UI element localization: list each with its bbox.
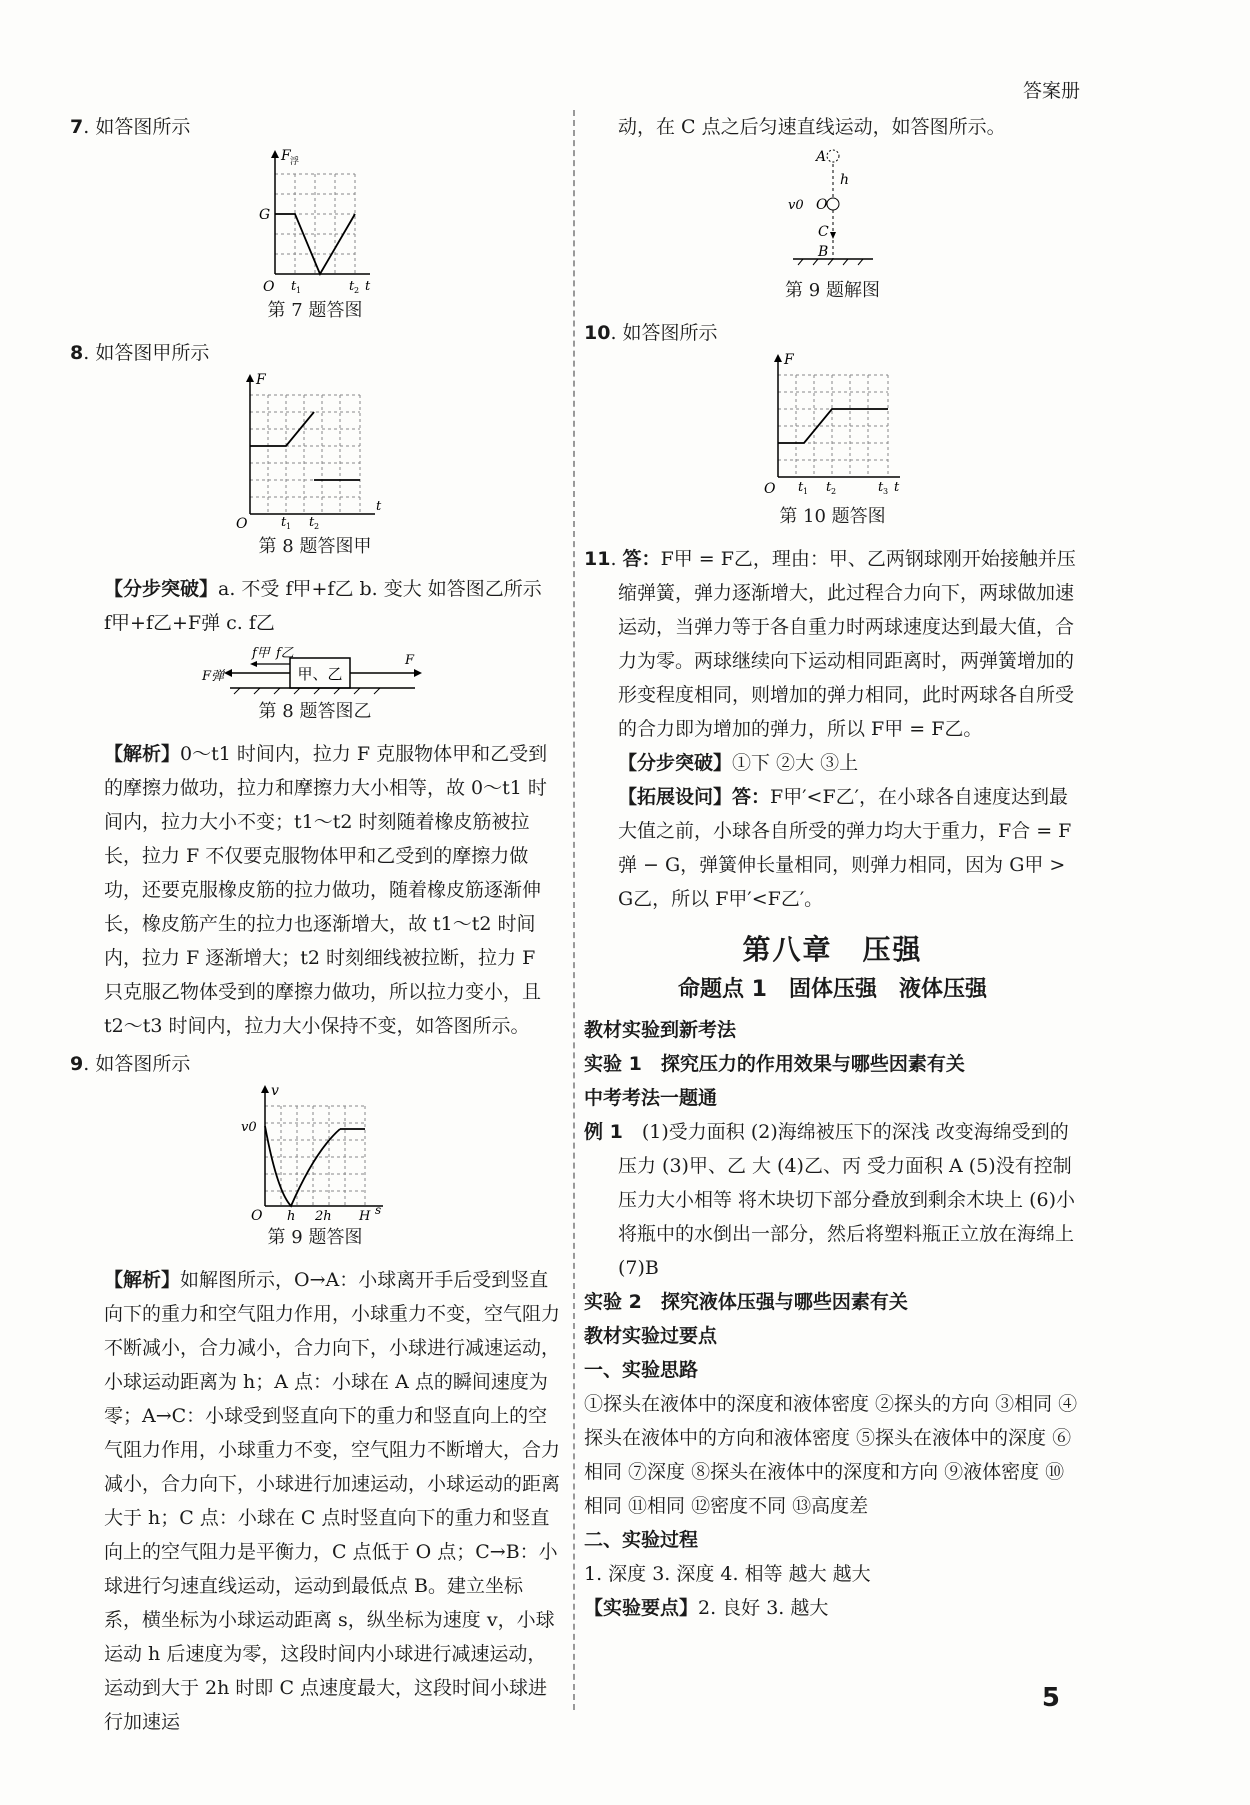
q9-solution-diagram (758, 144, 908, 274)
q10-t1: t (797, 480, 803, 495)
q8-t2: t (309, 515, 315, 530)
q9-text: 如答图所示 (95, 1053, 191, 1075)
q8-t1: t (281, 515, 287, 530)
q7-t1-sub: 1 (296, 286, 302, 294)
q8-analysis-tag: 【解析】 (104, 743, 181, 765)
q9d-O: O (815, 197, 827, 213)
q8-analysis (70, 737, 560, 1043)
right-column (584, 110, 1081, 1625)
q10-caption: 第 10 题答图 (779, 506, 886, 527)
q9-H: H (359, 1209, 371, 1221)
q8-y-label: F (256, 372, 266, 388)
q8-box-label: 甲、乙 (297, 665, 343, 683)
q8-analysis-text: 0～t1 时间内，拉力 F 克服物体甲和乙受到的摩擦力做功，拉力和摩擦力大小相等，故 0～t1 时间内，拉力大小不变；t1～t2 时刻随着橡皮筋被拉长，拉力 F 不仅要克服物体甲和乙受到的摩擦力做功，还要克服橡皮筋的拉力做功，随着橡皮筋逐渐伸长，橡皮筋产生的拉力也逐渐增大，故 t1～t2 时间内，拉力 F 逐渐增大；t2 时刻细线被拉断，拉力 F 只克服乙物体受到的摩擦力做功，所以拉力变小，且 t2～t3 时间内，拉力大小保持不变，如答图所示。 (104, 743, 548, 1037)
q9d-B: B (817, 244, 828, 260)
q7-origin: O (263, 279, 275, 294)
exp-heading-3: 教材实验过要点 (584, 1325, 718, 1347)
q7-g-label: G (259, 207, 271, 223)
q10-graph (758, 350, 908, 500)
exp-thinking: ①探头在液体中的深度和液体密度 ②探头的方向 ③相同 ④探头在液体中的方向和液体密度 ⑤探头在液体中的深度 ⑥相同 ⑦深度 ⑧探头在液体中的深度和方向 ⑨液体密度 ⑩相同 ⑪相同 ⑫密度不同 ⑬高度差 (584, 1393, 1078, 1517)
q8-steps-line1 (70, 572, 560, 606)
exp-points (584, 1591, 1081, 1625)
exp-heading-5: 二、实验过程 (584, 1529, 699, 1551)
q10-t1-sub: 1 (802, 487, 808, 496)
q10-t3: t (877, 480, 883, 495)
q7-y-label: F (281, 148, 291, 164)
q10-line: 10. 如答图所示 (584, 322, 718, 344)
q9-continuation: 动，在 C 点之后匀速直线运动，如答图所示。 (618, 116, 1006, 138)
q8-number: 8 (70, 342, 84, 364)
q8-origin: O (236, 516, 248, 530)
q9-line: 9. 如答图所示 (70, 1053, 191, 1075)
q11-number: 11 (584, 548, 611, 570)
q7-caption: 第 7 题答图 (267, 300, 363, 321)
q9d-h: h (839, 172, 849, 188)
q9-s: s (375, 1203, 382, 1217)
q8-F: F (405, 653, 415, 668)
q11-ext-tag: 【拓展设问】 (618, 786, 733, 808)
q11-answer: 11. 答：F甲 = F乙，理由：甲、乙两钢球刚开始接触并压缩弹簧，弹力逐渐增大，此过程合力向下，两球做加速运动，当弹力等于各自重力时两球速度达到最大值，合力为零。两球继续向下运动相同距离时，两弹簧增加的形变程度相同，则增加的弹力相同，此时两球各自所受的合力即为增加的弹力，所以 F甲 = F乙。 (584, 548, 1076, 740)
q9-v0: v0 (241, 1120, 257, 1135)
q8-force-diagram (200, 640, 430, 695)
q9-h: h (287, 1209, 296, 1221)
q8-f-jia: f甲 (252, 646, 270, 661)
exp1-title: 实验 1 探究压力的作用效果与哪些因素有关 (584, 1053, 965, 1075)
example1 (584, 1115, 1081, 1285)
q9-caption2: 第 9 题解图 (785, 280, 880, 301)
q8-graph (230, 370, 400, 530)
header-label: 答案册 (1022, 80, 1080, 102)
q7-line: 7. 如答图所示 (70, 116, 191, 138)
q9-graph (235, 1081, 395, 1221)
exp-heading-1: 教材实验到新考法 (584, 1019, 737, 1041)
q11-answer-tag: 答： (622, 548, 661, 570)
q10-origin: O (763, 481, 775, 497)
example1-tag: 例 1 (584, 1121, 623, 1143)
q8-f-yi: f乙 (276, 646, 294, 661)
column-divider (573, 110, 575, 1710)
q9-origin: O (251, 1208, 263, 1221)
q7-text: 如答图所示 (95, 116, 191, 138)
q9-2h: 2h (315, 1209, 332, 1221)
q11-ext-text: F甲′<F乙′，在小球各自速度达到最大值之前，小球各自所受的弹力均大于重力，F合 = F弹 − G，弹簧伸长量相同，则弹力相同，因为 G甲 > G乙，所以 F甲′<F乙′。 (618, 786, 1072, 910)
exp2-title: 实验 2 探究液体压强与哪些因素有关 (584, 1291, 908, 1313)
q7-y-sub: 浮 (290, 157, 300, 167)
page-number: 5 (1041, 1683, 1060, 1713)
q7-t2: t (349, 279, 355, 294)
q9-analysis (70, 1263, 560, 1739)
q10-t2: t (825, 480, 831, 495)
q9d-A: A (815, 149, 826, 165)
q8-text: 如答图甲所示 (95, 342, 210, 364)
q7-graph (245, 144, 385, 294)
q8-steps-tag: 【分步突破】 (104, 578, 219, 600)
example1-text: (1)受力面积 (2)海绵被压下的深浅 改变海绵受到的压力 (3)甲、乙 大 (4)乙、丙 受力面积 A (5)没有控制压力大小相等 将木块切下部分叠放到剩余木块上 (6)小 将瓶中的水倒出一部分，然后将塑料瓶正立放在海绵上 (7)B (618, 1121, 1075, 1279)
q9-number: 9 (70, 1053, 84, 1075)
q10-t3-sub: 3 (882, 487, 888, 496)
q8-line: 8. 如答图甲所示 (70, 342, 210, 364)
q8-f-tan: F弹 (202, 669, 225, 684)
q7-t1: t (291, 279, 297, 294)
q7-number: 7 (70, 116, 84, 138)
q10-number: 10 (584, 322, 611, 344)
q9-analysis-tag: 【解析】 (104, 1269, 181, 1291)
q8-t-axis: t (376, 499, 382, 514)
q8-steps-text2: f甲+f乙+F弹 c. f乙 (104, 612, 275, 634)
chapter-title: 第八章 压强 (742, 933, 923, 966)
exp-heading-4: 一、实验思路 (584, 1359, 699, 1381)
q10-text: 如答图所示 (622, 322, 718, 344)
section-title: 命题点 1 固体压强 液体压强 (678, 977, 987, 1002)
exp-process: 1. 深度 3. 深度 4. 相等 越大 越大 (584, 1563, 871, 1585)
q11-ext-ans-tag: 答： (732, 786, 771, 808)
exp-points-tag: 【实验要点】 (584, 1597, 699, 1619)
q9d-C: C (817, 224, 829, 240)
q11-steps (584, 746, 1081, 780)
left-column (70, 110, 560, 1739)
q10-t-axis: t (893, 480, 899, 495)
q8-t2-sub: 2 (314, 522, 320, 530)
q9-analysis-text: 如解图所示，O→A：小球离开手后受到竖直向下的重力和空气阻力作用，小球重力不变，空气阻力不断减小，合力减小，合力向下，小球进行减速运动，小球运动距离为 h；A 点：小球在 A 点的瞬间速度为零；A→C：小球受到竖直向下的重力和竖直向上的空气阻力作用，小球重力不变，空气阻力不断增大，合力减小，合力向下，小球进行加速运动，小球运动的距离大于 h；C 点：小球在 C 点时竖直向下的重力和竖直向上的空气阻力是平衡力，C 点低于 O 点；C→B：小球进行匀速直线运动，运动到最低点 B。建立坐标系，横坐标为小球运动距离 s，纵坐标为速度 v，小球运动 h 后速度为零，这段时间内小球进行减速运动，运动到大于 2h 时即 C 点速度最大，这段时间小球进行加速运 (104, 1269, 561, 1733)
q8-steps-text1: a. 不受 f甲+f乙 b. 变大 如答图乙所示 (218, 578, 542, 600)
q10-t2-sub: 2 (830, 487, 836, 496)
q10-y-label: F (783, 352, 794, 368)
q8-caption-a: 第 8 题答图甲 (258, 536, 372, 557)
exp-heading-2: 中考考法一题通 (584, 1087, 718, 1109)
q7-t2-sub: 2 (354, 286, 360, 294)
q8-caption-b: 第 8 题答图乙 (258, 701, 372, 722)
q9d-v0: v0 (787, 198, 804, 213)
q11-steps-tag: 【分步突破】 (618, 752, 733, 774)
q9-caption: 第 9 题答图 (267, 1227, 363, 1248)
q7-t-axis: t (365, 279, 371, 294)
q11-answer-text: F甲 = F乙，理由：甲、乙两钢球刚开始接触并压缩弹簧，弹力逐渐增大，此过程合力向下，两球做加速运动，当弹力等于各自重力时两球速度达到最大值，合力为零。两球继续向下运动相同距离时，两弹簧增加的形变程度相同，则增加的弹力相同，此时两球各自所受的合力即为增加的弹力，所以 F甲 = F乙。 (618, 548, 1076, 740)
q8-t1-sub: 1 (286, 522, 292, 530)
q11-extension (584, 780, 1081, 916)
exp-points-text: 2. 良好 3. 越大 (698, 1597, 829, 1619)
q9-y-label: v (271, 1083, 279, 1099)
q11-steps-text: ①下 ②大 ③上 (732, 752, 859, 774)
